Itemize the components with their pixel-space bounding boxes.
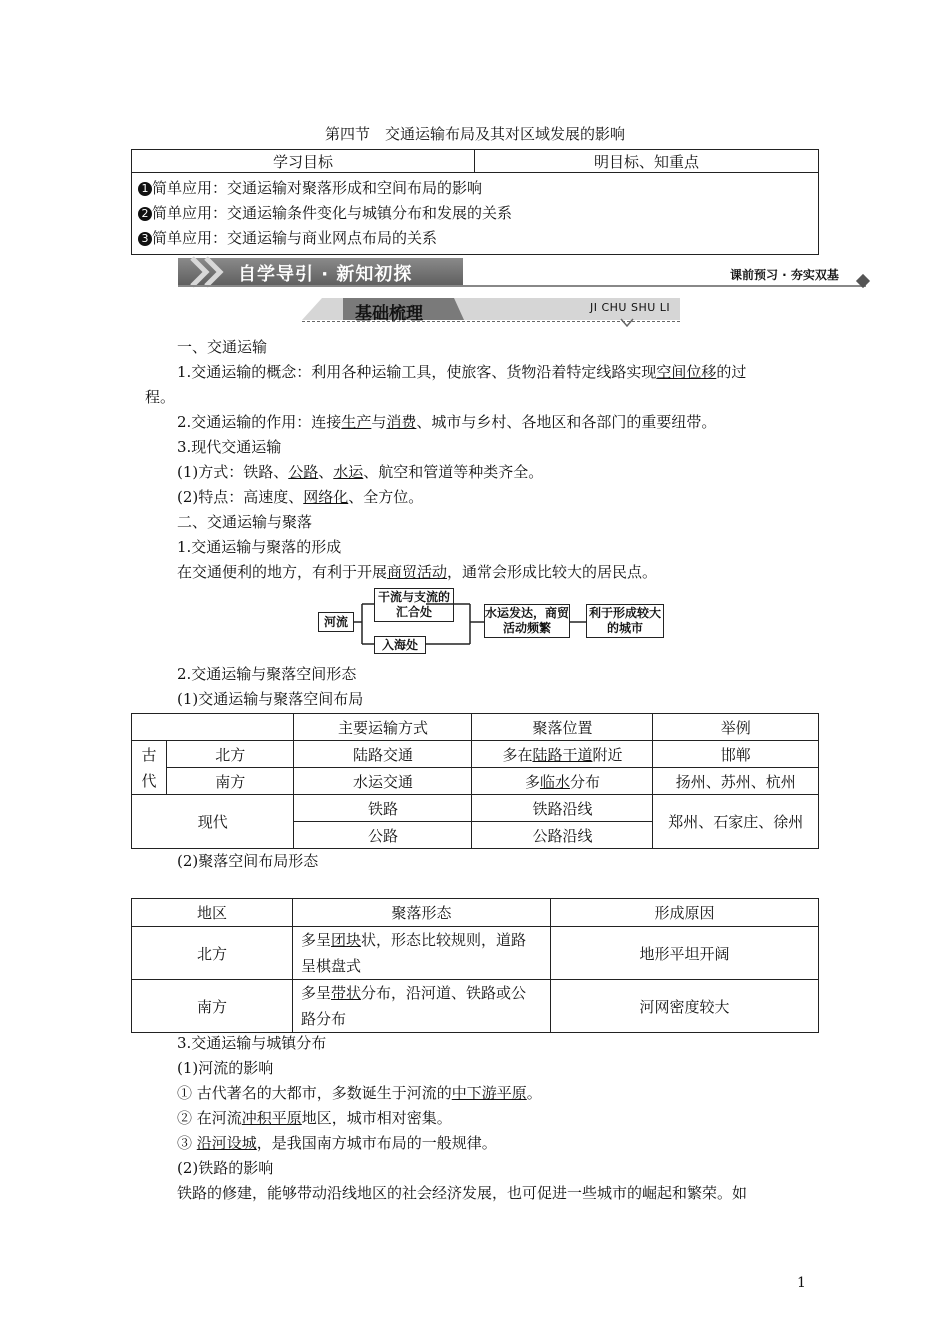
- table-cell: 多呈带状分布，沿河道、铁路或公 路分布: [293, 980, 551, 1033]
- heading-layout-form: (2)聚落空间布局形态: [177, 852, 319, 870]
- paragraph-concept: 1.交通运输的概念：利用各种运输工具，使旅客、货物沿着特定线路实现空间位移的过: [177, 363, 747, 381]
- table-cell: 多临水分布: [472, 768, 653, 795]
- table-cell: 铁路: [294, 795, 472, 822]
- paragraph-river-2: ② 在河流冲积平原地区，城市相对密集。: [177, 1109, 452, 1127]
- goals-list: [132, 173, 819, 255]
- table-cell: 河网密度较大: [551, 980, 819, 1033]
- flow-box-trade: 水运发达，商贸活动频繁: [484, 604, 570, 638]
- flow-box-city: 利于形成较大的城市: [586, 604, 664, 638]
- number-1-icon: 1: [138, 182, 152, 196]
- flow-diagram: [318, 586, 668, 656]
- goals-header-right: 明目标、知重点: [475, 150, 819, 173]
- heading-spatial-form: 2.交通运输与聚落空间形态: [177, 665, 357, 683]
- table-row: [132, 899, 819, 927]
- table-cell: 现代: [132, 795, 294, 849]
- learning-goals-table: [131, 149, 819, 255]
- flow-box-river: 河流: [318, 612, 354, 632]
- goal-item: 2 简单应用：交通运输条件变化与城镇分布和发展的关系: [138, 201, 812, 226]
- double-chevron-icon: [186, 256, 236, 288]
- flow-box-estuary: 入海处: [374, 636, 426, 654]
- paragraph-features: (2)特点：高速度、网络化、全方位。: [177, 488, 424, 506]
- table-cell: 陆路交通: [294, 741, 472, 768]
- table-header: 聚落位置: [472, 714, 653, 741]
- table-cell: 地形平坦开阔: [551, 927, 819, 980]
- settlement-layout-table: [131, 713, 819, 849]
- table-header: 地区: [132, 899, 293, 927]
- heading-town-distribution: 3.交通运输与城镇分布: [177, 1034, 327, 1052]
- table-header: 主要运输方式: [294, 714, 472, 741]
- table-cell: 南方: [167, 768, 294, 795]
- section-title: 基础梳理: [355, 304, 423, 324]
- paragraph-modes: (1)方式：铁路、公路、水运、航空和管道等种类齐全。: [177, 463, 544, 481]
- ancient-cell: 古代: [132, 741, 167, 795]
- chevron-down-icon: [620, 318, 634, 328]
- goal-item: 3 简单应用：交通运输与商业网点布局的关系: [138, 226, 812, 251]
- table-header: 举例: [653, 714, 819, 741]
- table-cell: 北方: [132, 927, 293, 980]
- heading-modern-transport: 3.现代交通运输: [177, 438, 282, 456]
- paragraph-formation: 在交通便利的地方，有利于开展商贸活动，通常会形成比较大的居民点。: [177, 563, 658, 581]
- table-row: [132, 927, 819, 980]
- table-header: 聚落形态: [293, 899, 551, 927]
- section-pinyin: JI CHU SHU LI: [590, 301, 671, 314]
- table-cell: 铁路沿线: [472, 795, 653, 822]
- table-row: [132, 795, 819, 822]
- table-row: [132, 768, 819, 795]
- table-cell: 南方: [132, 980, 293, 1033]
- banner-title: 自学导引 · 新知初探: [238, 264, 413, 285]
- heading-formation: 1.交通运输与聚落的形成: [177, 538, 342, 556]
- banner-rule: [178, 285, 866, 287]
- number-2-icon: 2: [138, 207, 152, 221]
- page-number: 1: [797, 1275, 806, 1291]
- table-cell: 扬州、苏州、杭州: [653, 768, 819, 795]
- paragraph-railway: 铁路的修建，能够带动沿线地区的社会经济发展，也可促进一些城市的崛起和繁荣。如: [177, 1184, 748, 1202]
- flow-box-confluence: 干流与支流的汇合处: [374, 588, 454, 622]
- settlement-form-table: [131, 898, 819, 1033]
- table-header: 形成原因: [551, 899, 819, 927]
- paragraph-river-1: ① 古代著名的大都市，多数诞生于河流的中下游平原。: [177, 1084, 542, 1102]
- heading-settlement: 二、交通运输与聚落: [177, 513, 313, 531]
- table-cell: 公路: [294, 822, 472, 849]
- goals-header-left: 学习目标: [132, 150, 475, 173]
- heading-railway-influence: (2)铁路的影响: [177, 1159, 274, 1177]
- table-cell: 多呈团块状，形态比较规则，道路 呈棋盘式: [293, 927, 551, 980]
- heading-spatial-layout: (1)交通运输与聚落空间布局: [177, 690, 364, 708]
- paragraph-river-3: ③ 沿河设城，是我国南方城市布局的一般规律。: [177, 1134, 497, 1152]
- paragraph-concept-cont: 程。: [145, 388, 176, 406]
- table-cell: 郑州、石家庄、徐州: [653, 795, 819, 849]
- banner-subtitle: 课前预习 · 夯实双基: [730, 268, 839, 282]
- table-row: [132, 741, 819, 768]
- table-cell: 多在陆路干道附近: [472, 741, 653, 768]
- heading-transport: 一、交通运输: [177, 338, 268, 356]
- page-title: 第四节 交通运输布局及其对区域发展的影响: [324, 125, 625, 143]
- paragraph-role: 2.交通运输的作用：连接生产与消费、城市与乡村、各地区和各部门的重要纽带。: [177, 413, 717, 431]
- table-cell: 公路沿线: [472, 822, 653, 849]
- table-row: [132, 980, 819, 1033]
- table-cell: 邯郸: [653, 741, 819, 768]
- table-cell: 水运交通: [294, 768, 472, 795]
- table-cell: 北方: [167, 741, 294, 768]
- heading-river-influence: (1)河流的影响: [177, 1059, 274, 1077]
- number-3-icon: 3: [138, 232, 152, 246]
- goal-item: 1 简单应用：交通运输对聚落形成和空间布局的影响: [138, 176, 812, 201]
- table-row: [132, 714, 819, 741]
